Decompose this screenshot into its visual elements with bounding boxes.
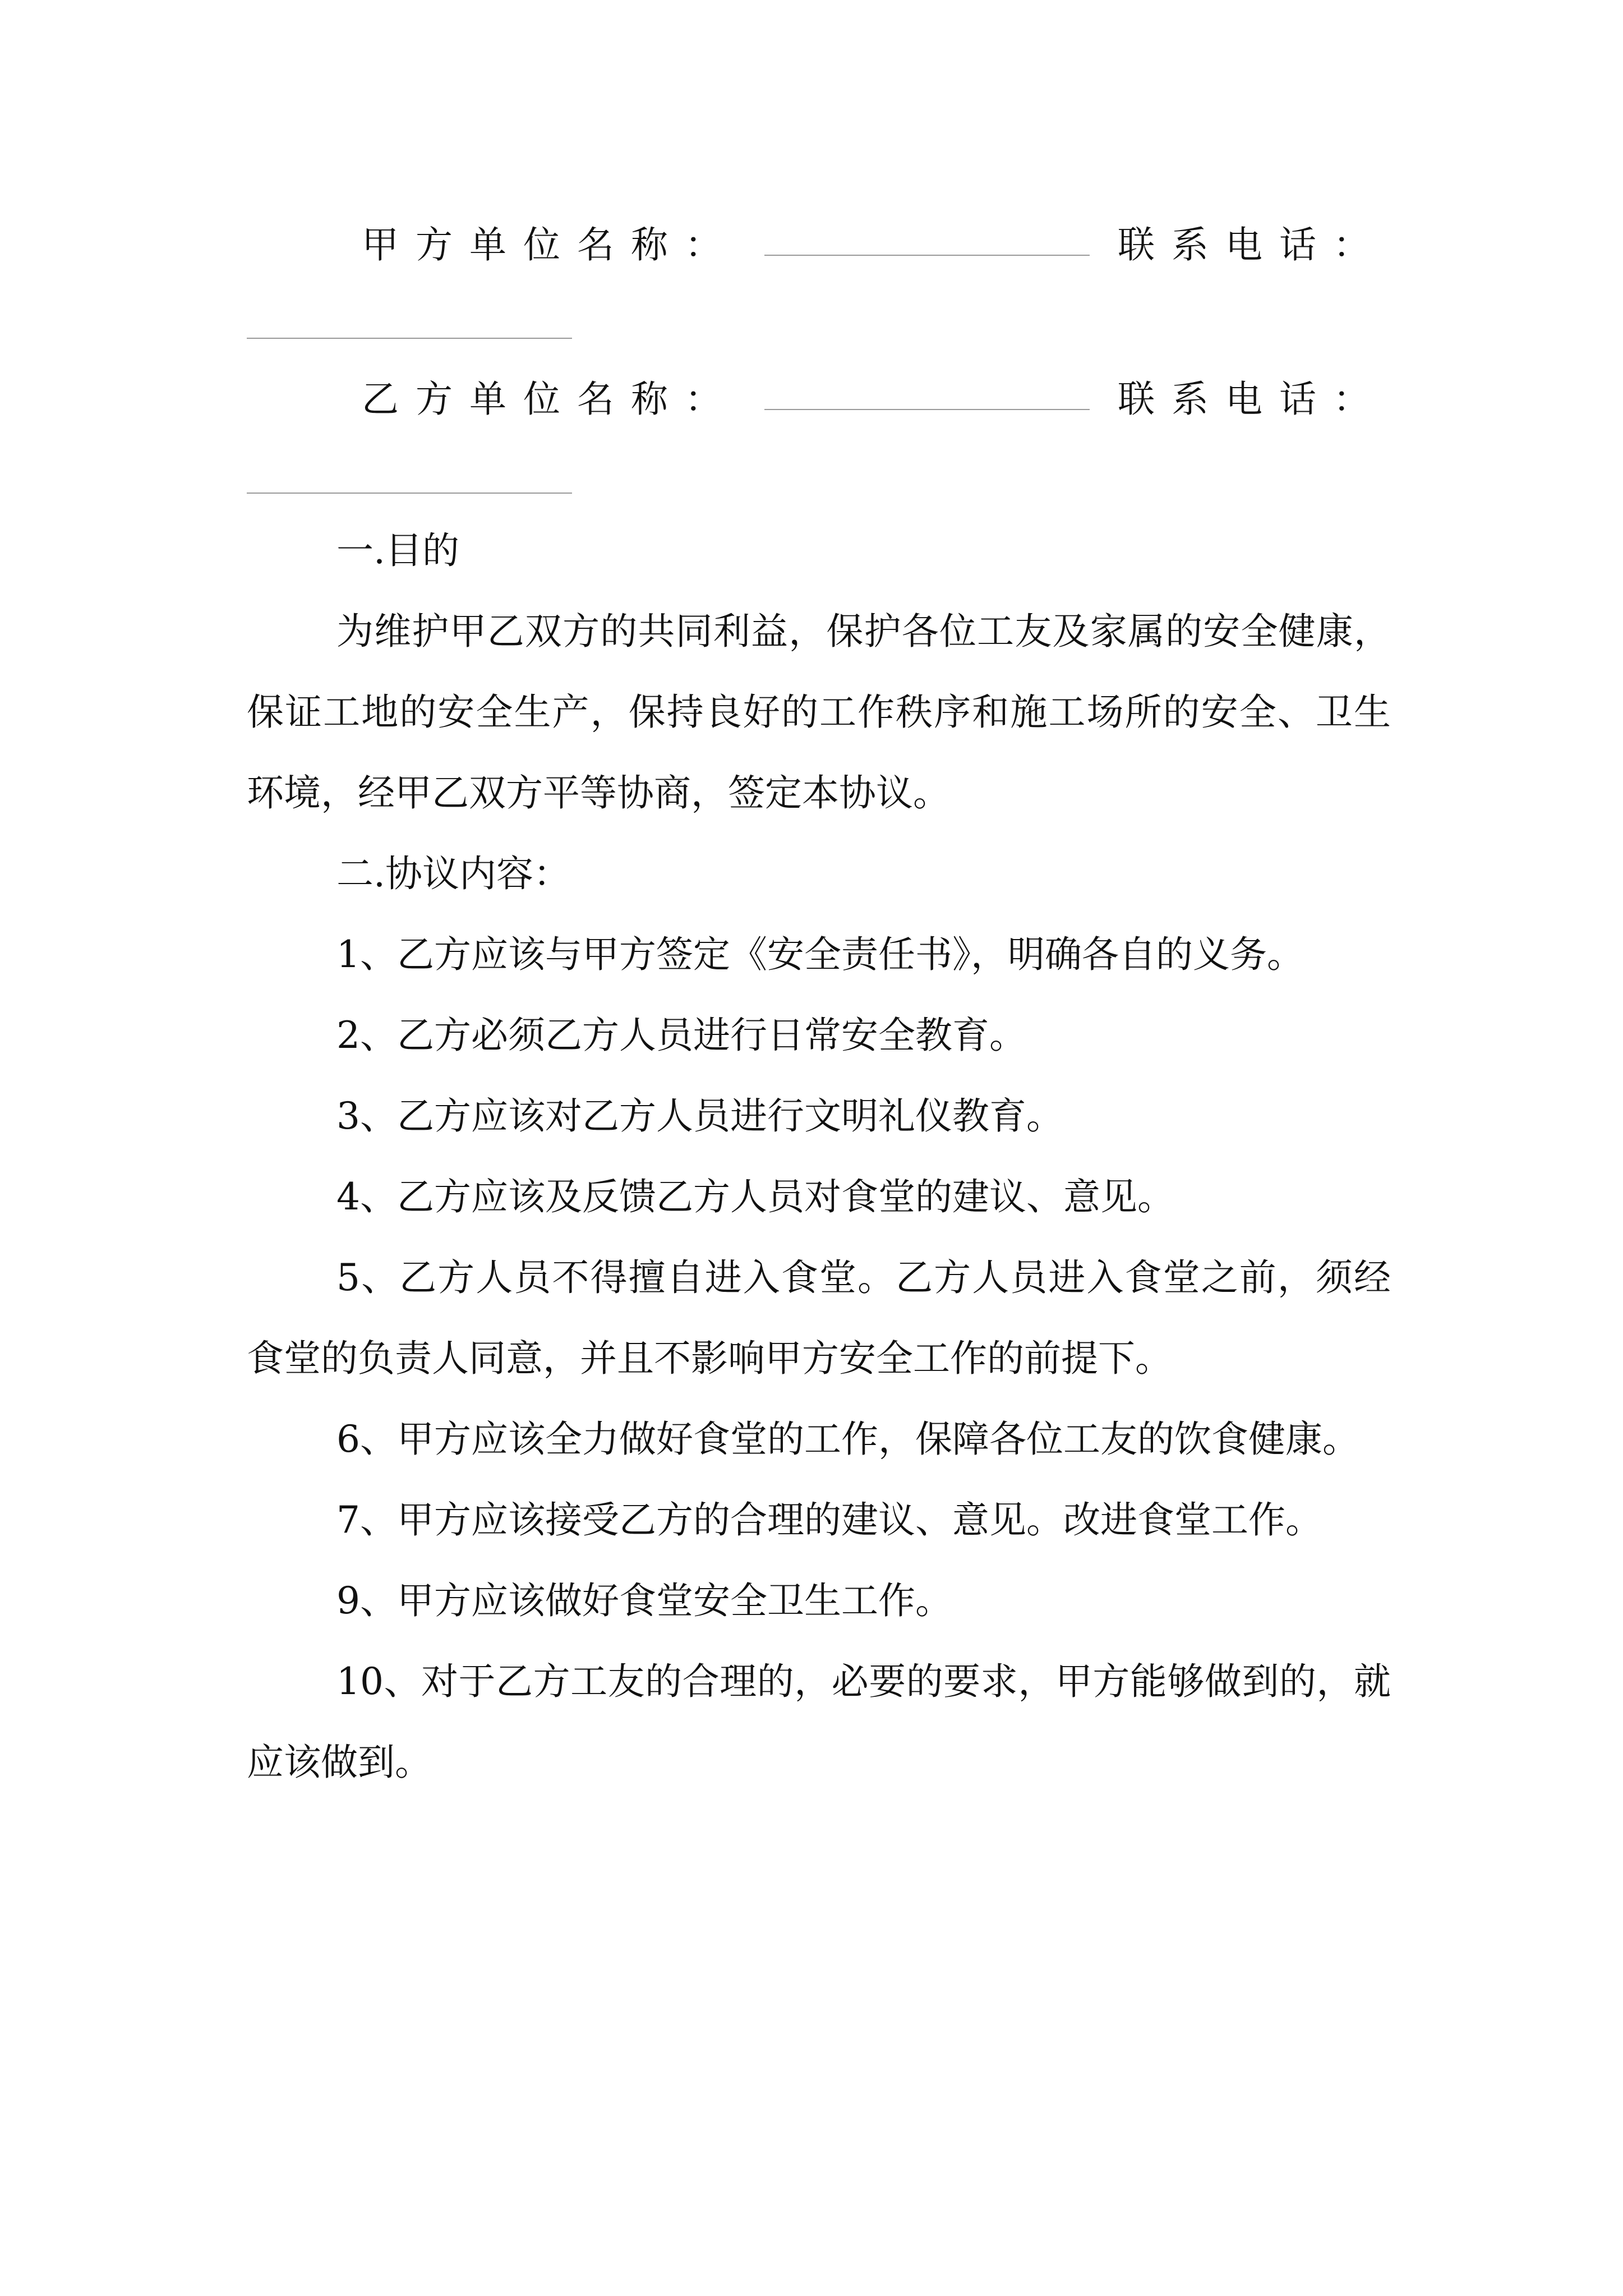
agreement-item: 1、乙方应该与甲方签定《安全责任书》，明确各自的义务。	[336, 933, 1304, 976]
party-b-phone-label: 联系电话：	[1118, 378, 1387, 421]
party-a-phone-field[interactable]	[247, 338, 572, 339]
section-purpose-heading: 一.目的	[336, 529, 459, 572]
party-b-row	[247, 359, 1391, 440]
party-a-row	[247, 205, 1391, 286]
agreement-item: 9、甲方应该做好食堂安全卫生工作。	[336, 1579, 952, 1622]
party-b-name-field[interactable]	[764, 403, 1090, 410]
party-a-name-label: 甲方单位名称：	[362, 223, 739, 266]
section-purpose-body: 为维护甲乙双方的共同利益，保护各位工友及家属的安全健康，保证工地的安全生产，保持良好的工作秩序和施工场所的安全、卫生环境，经甲乙双方平等协商，签定本协议。	[247, 610, 1391, 815]
agreement-item: 7、甲方应该接受乙方的合理的建议、意见。改进食堂工作。	[336, 1498, 1322, 1542]
section-content-heading: 二.协议内容：	[336, 852, 570, 895]
agreement-item: 4、乙方应该及反馈乙方人员对食堂的建议、意见。	[336, 1175, 1174, 1218]
agreement-item: 2、乙方必须乙方人员进行日常安全教育。	[336, 1014, 1026, 1057]
party-b-name-label: 乙方单位名称：	[362, 378, 739, 421]
agreement-item: 10、对于乙方工友的合理的，必要的要求，甲方能够做到的，就应该做到。	[247, 1660, 1391, 1784]
party-a-phone-label: 联系电话：	[1118, 223, 1387, 266]
agreement-item: 3、乙方应该对乙方人员进行文明礼仪教育。	[336, 1094, 1063, 1138]
party-a-name-field[interactable]	[764, 249, 1090, 256]
agreement-body	[247, 510, 1391, 1803]
party-b-phone-field[interactable]	[247, 493, 572, 494]
agreement-item: 5、乙方人员不得擅自进入食堂。乙方人员进入食堂之前，须经食堂的负责人同意，并且不影响甲方安全工作的前提下。	[247, 1256, 1391, 1380]
agreement-item: 6、甲方应该全力做好食堂的工作，保障各位工友的饮食健康。	[336, 1418, 1359, 1461]
